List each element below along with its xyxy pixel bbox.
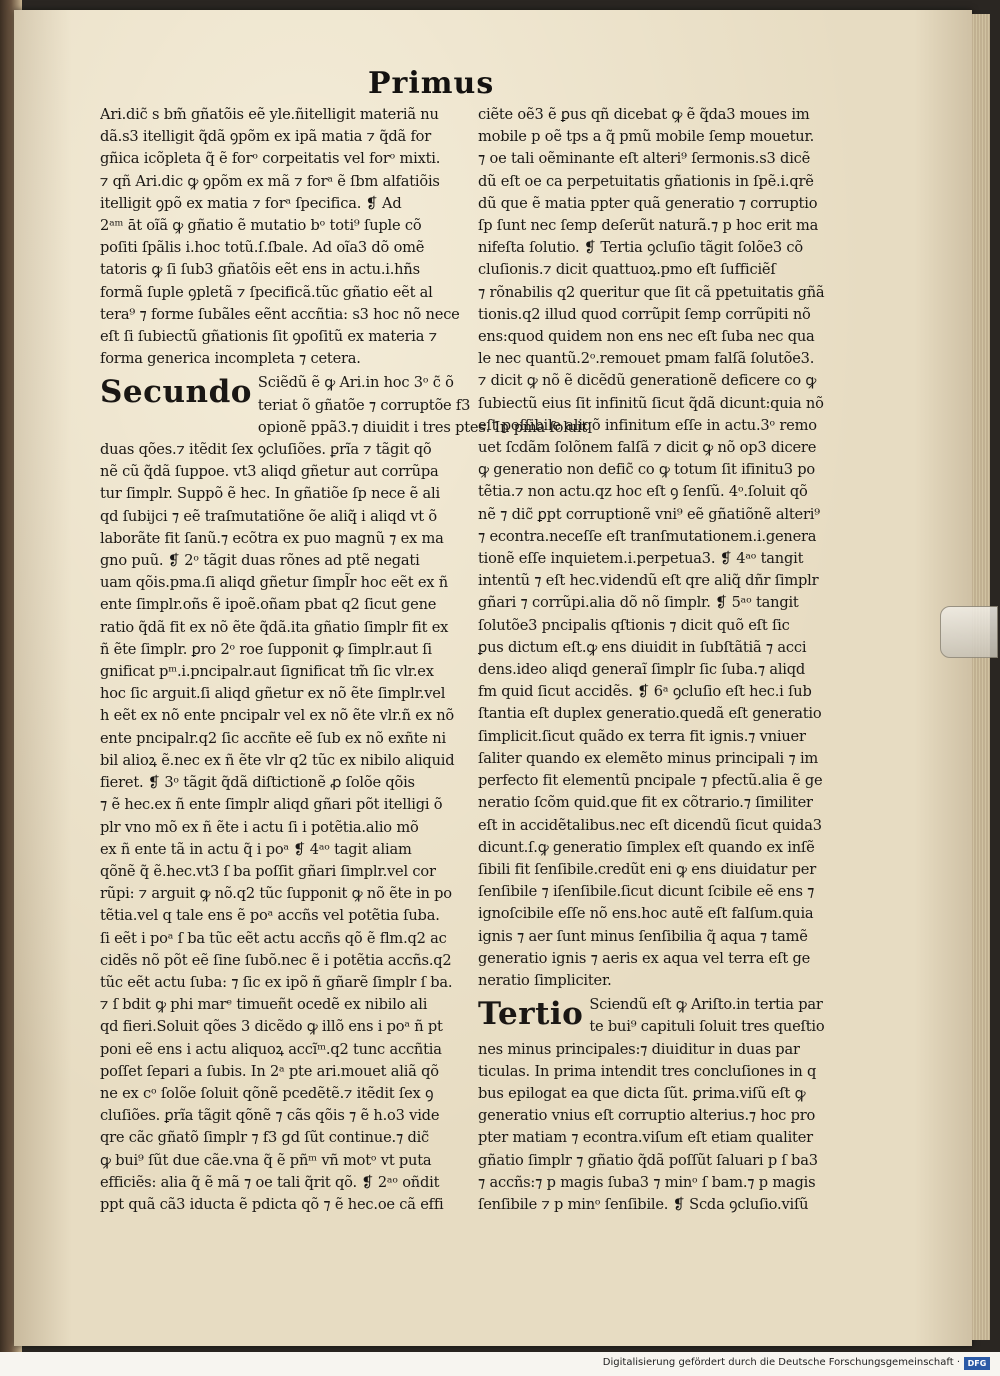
text-line: efficiẽs: alia q̃ ẽ mã ⁊ oe tali q̃rit qõ. ❡ 2ᵃᵒ oñdit — [100, 1173, 440, 1191]
page-edges — [972, 14, 990, 1340]
text-line: dens.ideo aliqd generaĩ ſimplr ſic ſuba.⁊ aliqd — [478, 661, 806, 679]
section-heading-secundo: Secundo — [100, 374, 252, 411]
text-line: ente ſimplr.oñs ẽ ipoẽ.oñam pbat q2 ſicut gene — [100, 596, 437, 614]
text-line: Sciẽdũ ẽ ꝙ Ari.in hoc 3ᵒ c̃ õ — [257, 374, 454, 392]
text-line: ⁊ rõnabilis q2 queritur que ſit cã ppetuitatis gñã — [478, 283, 825, 301]
text-line: fm quid ſicut accidẽs. ❡ 6ᵃ ꝯcluſio eſt hec.i ſub — [478, 683, 812, 701]
right-column — [478, 104, 832, 1216]
text-line: perfecto fit elementũ pncipale ⁊ pfectũ.alia ẽ ge — [478, 772, 823, 790]
text-line: ⁊ ſ bdit ꝙ phi marᵉ timueñt ocedẽ ex nibilo ali — [100, 996, 428, 1014]
text-line: generatio vnius eſt corruptio alterius.⁊ hoc pro — [478, 1107, 816, 1125]
text-line: laborãte fit ſanũ.⁊ ecõtra ex puo magnũ ⁊ ex ma — [100, 529, 444, 547]
text-line: opionẽ ppã3.⁊ diuidit i tres ptes. In pma ſoluit — [257, 418, 587, 436]
text-line: ne ex cᵒ ſolõe ſoluit qõnẽ pcedẽtẽ.⁊ itẽdit ſex ꝯ — [100, 1084, 434, 1102]
text-line: ⁊ econtra.neceſſe eſt tranſmutationem.i.genera — [478, 527, 817, 545]
text-line: ſi eẽt i poᵃ ſ ba tũc eẽt actu accñs qõ ẽ flm.q2 ac — [100, 929, 447, 947]
text-line: gñica icõpleta q̃ ẽ forᵒ corpeitatis vel forᵒ mixti. — [100, 150, 441, 168]
text-line: gnificat pᵐ.i.pncipalr.aut ſignificat tm̃ ſic vlr.ex — [100, 663, 434, 681]
text-line: bil alioꝝ ẽ.nec ex ñ ẽte vlr q2 tũc ex nibilo aliquid — [100, 751, 455, 769]
text-line: ſtantia eſt duplex generatio.quedã eſt generatio — [478, 705, 822, 723]
text-line: eſt ſi ſubiectũ gñationis ſit ꝯpoſitũ ex materia ⁊ — [100, 328, 437, 346]
text-line: ente pncipalr.q2 ſic accñte eẽ ſub ex nõ exñte ni — [100, 729, 446, 747]
text-line: ⁊ ẽ hec.ex ñ ente ſimplr aliqd gñari põt itelligi õ — [100, 796, 443, 814]
text-line: cidẽs nõ põt eẽ ſine ſubõ.nec ẽ i potẽtia accñs.q2 — [100, 951, 452, 969]
text-line: intentũ ⁊ eſt hec.videndũ eſt qre aliq̃ dñr ſimplr — [478, 572, 819, 590]
tertio-side-lines — [589, 994, 832, 1038]
text-line: gñatio ſimplr ⁊ gñatio q̃dã poſſũt ſaluari p ſ ba3 — [478, 1151, 818, 1169]
text-line: itelligit ꝯpõ ex matia ⁊ forᵃ ſpecifica. ❡ Ad — [100, 194, 402, 212]
text-line: rũpi: ⁊ arguit ꝙ nõ.q2 tũc ſupponit ꝙ nõ ẽte in po — [100, 885, 452, 903]
text-line: ppt quã cã3 iducta ẽ pdicta qõ ⁊ ẽ hec.oe cã effi — [100, 1195, 444, 1213]
text-line: te bui⁹ capituli ſoluit tres queſtio — [589, 1018, 825, 1036]
text-line: 2ᵃᵐ āt oĩã ꝙ gñatio ẽ mutatio bᵒ toti⁹ ſuple cõ — [100, 217, 422, 235]
text-line: qd ſubijci ⁊ eẽ traſmutatiõne õe aliq̃ i aliqd vt õ — [100, 507, 437, 525]
text-line: forma generica incompleta ⁊ cetera. — [100, 350, 361, 368]
section-heading-tertio: Tertio — [478, 996, 584, 1033]
right-intro-block — [478, 104, 832, 992]
text-line: fieret. ❡ 3ᵒ tãgit q̃dã diſtictionẽ ꝓ ſolõe qõis — [100, 774, 415, 792]
text-line: ſibili fit ſenſibile.credũt eni ꝙ ens diuidatur per — [478, 860, 816, 878]
text-line: ſolutõe3 pncipalis qſtionis ⁊ dicit quõ eſt ſic — [478, 616, 790, 634]
text-line: ciẽte oẽ3 ẽ ꝑus qñ dicebat ꝙ ẽ q̃da3 moues im — [478, 106, 810, 123]
text-line: tẽtia.⁊ non actu.qz hoc eſt ꝯ ſenſũ. 4ᵒ.ſoluit qõ — [478, 483, 808, 501]
text-line: gno puũ. ❡ 2ᵒ tãgit duas rõnes ad ptẽ negati — [100, 552, 420, 570]
text-line: duas qões.⁊ itẽdit ſex ꝯcluſiões. ꝑrĩa ⁊ tãgit qõ — [100, 441, 432, 459]
text-line: ꝙ bui⁹ ſũt due cãe.vna q̃ ẽ pñᵐ vñ motᵒ vt puta — [100, 1151, 432, 1169]
text-line: tũc eẽt actu ſuba: ⁊ ſic ex ipõ ñ gñarẽ ſimplr ſ ba. — [100, 973, 453, 991]
text-line: ⁊ qñ Ari.dic ꝙ ꝯpõm ex mã ⁊ forᵃ ẽ ſbm alfatiõis — [100, 172, 440, 190]
text-line: eſt poſſibile aliqõ infinitum eſſe in actu.3ᵒ remo — [478, 416, 817, 434]
text-line: neratio ſimpliciter. — [478, 971, 612, 989]
text-line: tionis.q2 illud quod corrũpit ſemp corrũpiti nõ — [478, 305, 811, 323]
text-line: qre cãc gñatõ ſimplr ⁊ f3 gd ſũt continue.⁊ dic̃ — [100, 1129, 430, 1147]
text-line: ⁊ dicit ꝙ nõ ẽ dicẽdũ generationẽ deficere co ꝙ — [478, 372, 817, 390]
text-line: h eẽt ex nõ ente pncipalr vel ex nõ ẽte vlr.ñ ex nõ — [100, 707, 454, 725]
text-line: ⁊ accñs:⁊ p magis ſuba3 ⁊ minᵒ ſ bam.⁊ p magis — [478, 1173, 816, 1191]
tertio-section — [478, 994, 832, 1038]
text-line: ꝑus dictum eſt.ꝙ ens diuidit in ſubſtãtiã ⁊ acci — [478, 638, 807, 656]
text-line: generatio ignis ⁊ aeris ex aqua vel terra eſt ge — [478, 949, 811, 967]
text-line: ſaliter quando ex elemẽto minus principali ⁊ im — [478, 749, 819, 767]
text-line: dũ que ẽ matia ppter quã generatio ⁊ corruptio — [478, 194, 818, 212]
text-line: qd fieri.Soluit qões 3 dicẽdo ꝙ illõ ens i poᵃ ñ pt — [100, 1018, 443, 1036]
text-line: neratio ſcõm quid.que fit ex cõtrario.⁊ ſimiliter — [478, 794, 813, 812]
text-line: qõnẽ q̃ ẽ.hec.vt3 ſ ba poſſit gñari ſimplr.vel cor — [100, 862, 436, 880]
text-line: ſubiectũ eius ſit infinitũ ſicut q̃dã dicunt:quia nõ — [478, 394, 824, 412]
text-line: nẽ ⁊ dic̃ ꝑpt corruptionẽ vni⁹ eẽ gñatiõnẽ alteri⁹ — [478, 505, 820, 523]
text-line: poſiti ſpãlis i.hoc totũ.ſ.ſbale. Ad oĩa3 dõ omẽ — [100, 239, 425, 257]
text-line: poni eẽ ens i actu aliquoꝝ accĩᵐ.q2 tunc accñtia — [100, 1040, 442, 1058]
text-line: nifeſta ſolutio. ❡ Tertia ꝯcluſio tãgit ſolõe3 cõ — [478, 239, 803, 257]
text-line: ticulas. In prima intendit tres concluſiones in q — [478, 1062, 817, 1080]
text-line: ens:quod quidem non ens nec eſt ſuba nec qua — [478, 328, 815, 346]
running-head: Primus — [368, 66, 495, 101]
text-line: dũ eſt oe ca perpetuitatis gñationis in ſpẽ.i.qrẽ — [478, 172, 814, 190]
text-line: poſſet ſepari a ſubis. In 2ᵃ pte ari.mouet aliã qõ — [100, 1062, 439, 1080]
text-line: ſp ſunt nec ſemp deſerũt naturã.⁊ p hoc erit ma — [478, 217, 819, 235]
text-line: ratio q̃dã fit ex nõ ẽte q̃dã.ita gñatio ſimplr fit ex — [100, 618, 449, 636]
text-line: tatoris ꝙ ſi ſub3 gñatõis eẽt ens in actu.i.hñs — [100, 261, 420, 279]
footer-credit: Digitalisierung gefördert durch die Deutsche Forschungsgemeinschaft · — [602, 1357, 960, 1368]
text-line: ꝙ generatio non defic̃ co ꝙ totum ſit ifinitu3 po — [478, 461, 816, 479]
text-line: tur ſimplr. Suppõ ẽ hec. In gñatiõe ſp nece ẽ ali — [100, 485, 440, 503]
left-intro-block — [100, 104, 462, 370]
text-line: hoc ſic arguit.ſi aliqd gñetur ex nõ ẽte ſimplr.vel — [100, 685, 446, 703]
text-line: tẽtia.vel q tale ens ẽ poᵃ accñs vel potẽtia ſuba. — [100, 907, 440, 925]
text-line: uet ſcdãm ſolõnem falſã ⁊ dicit ꝙ nõ op3 dicere — [478, 439, 817, 457]
secundo-section — [100, 372, 587, 439]
text-line: ex ñ ente tã in actu q̃ i poᵃ ❡ 4ᵃᵒ tagit aliam — [100, 840, 412, 858]
text-line: le nec quantũ.2ᵒ.remouet pmam falſã ſolutõe3. — [478, 350, 815, 368]
text-line: plr vno mõ ex ñ ẽte i actu ſi i potẽtia.alio mõ — [100, 818, 419, 836]
text-line: ignis ⁊ aer ſunt minus ſenſibilia q̃ aqua ⁊ tamẽ — [478, 927, 808, 945]
page-clip — [940, 606, 998, 658]
text-line: ſenſibile ⁊ p minᵒ ſenſibile. ❡ Scda ꝯcluſio.viſũ — [478, 1195, 809, 1213]
text-line: nes minus principales:⁊ diuiditur in duas par — [478, 1040, 800, 1058]
left-secundo-block — [100, 439, 462, 1216]
text-line: tionẽ eſſe inquietem.i.perpetua3. ❡ 4ᵃᵒ tangit — [478, 550, 804, 568]
text-line: bus epilogat ea que dicta ſũt. ꝑrima.viſũ eſt ꝙ — [478, 1084, 806, 1102]
text-line: dã.s3 itelligit q̃dã ꝯpõm ex ipã matia ⁊ q̃dã for — [100, 128, 432, 146]
text-line: Sciendũ eſt ꝙ Ariſto.in tertia par — [589, 996, 823, 1014]
text-line: cluſionis.⁊ dicit quattuoꝝ.pmo eſt ſufficiẽſ — [478, 261, 776, 279]
text-line: formã ſuple ꝯpletã ⁊ ſpecificã.tũc gñatio eẽt al — [100, 283, 433, 301]
text-line: pter matiam ⁊ econtra.viſum eſt etiam qualiter — [478, 1129, 813, 1147]
text-line: cluſiões. ꝑrĩa tãgit qõnẽ ⁊ cãs qõis ⁊ ẽ h.o3 vide — [100, 1107, 440, 1125]
text-line: Ari.dic̃ s bm̃ gñatõis eẽ yle.ñitelligit materiã nu — [100, 106, 439, 123]
text-line: ⁊ oe tali oẽminante eſt alteri⁹ ſermonis.s3 dicẽ — [478, 150, 811, 168]
text-line: ſenſibile ⁊ iſenſibile.ſicut dicunt ſcibile eẽ ens ⁊ — [478, 883, 815, 901]
text-line: ſimplicit.ſicut quãdo ex terra fit ignis.⁊ vniuer — [478, 727, 806, 745]
text-line: gñari ⁊ corrũpi.alia dõ nõ ſimplr. ❡ 5ᵃᵒ tangit — [478, 594, 799, 612]
text-line: uam qõis.pma.ſi aliqd gñetur ſimpl̃r hoc eẽt ex ñ — [100, 574, 448, 592]
text-line: eſt in accidẽtalibus.nec eſt dicendũ ſicut quida3 — [478, 816, 822, 834]
text-line: teriat õ gñatõe ⁊ corruptõe f3 — [257, 396, 471, 414]
text-line: tera⁹ ⁊ forme ſubãles eẽnt accñtia: s3 hoc nõ nece — [100, 305, 460, 323]
dfg-logo: DFG — [964, 1357, 990, 1370]
text-line: nẽ cũ q̃dã ſuppoe. vt3 aliqd gñetur aut corrũpa — [100, 463, 439, 481]
text-line: dicunt.ſ.ꝙ generatio ſimplex eſt quando ex inſẽ — [478, 838, 815, 856]
text-line: ignoſcibile eſſe nõ ens.hoc autẽ eſt falſum.quia — [478, 905, 814, 923]
text-line: mobile p oẽ tps a q̃ pmũ mobile ſemp mouetur. — [478, 128, 815, 146]
footer-bar — [0, 1352, 1000, 1376]
right-tertio-block — [478, 1039, 832, 1217]
text-line: ñ ẽte ſimplr. ꝑro 2ᵒ roe ſupponit ꝙ ſimplr.aut ſi — [100, 640, 432, 658]
